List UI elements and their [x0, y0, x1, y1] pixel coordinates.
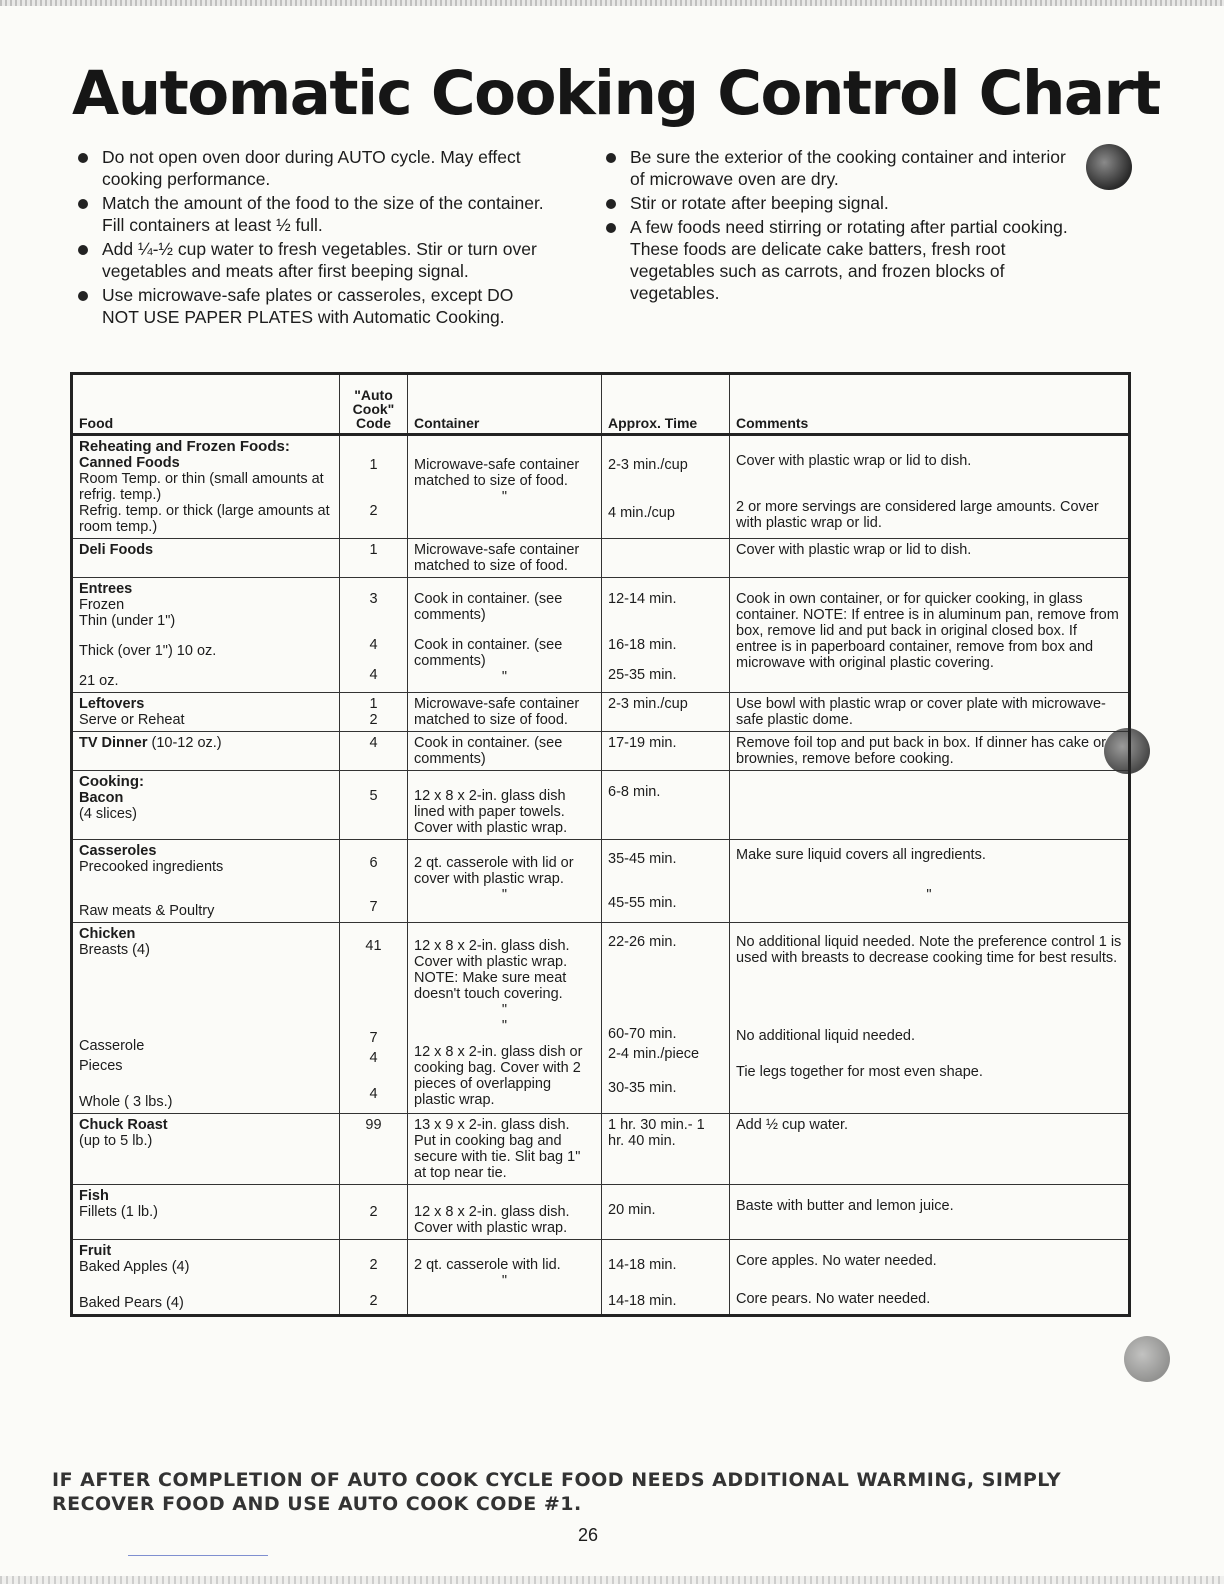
- binder-hole: [1124, 1336, 1170, 1382]
- food-title: Entrees: [79, 581, 133, 597]
- category-heading: Reheating and Frozen Foods:: [79, 438, 290, 455]
- bullet-icon: [78, 245, 88, 255]
- category-heading: Cooking:: [79, 773, 144, 790]
- notes-right: [598, 146, 1068, 306]
- bullet-icon: [606, 223, 616, 233]
- note-item: Match the amount of the food to the size of the container. Fill containers at least ½ full.: [70, 192, 550, 236]
- food-title: Deli Foods: [79, 542, 154, 558]
- table-row: Deli Foods 1 Microwave-safe container matched to size of food. Cover with plastic wrap or lid to dish.: [72, 539, 1130, 578]
- table-row: Casseroles Precooked ingredients Raw meats & Poultry 6 7 2 qt. casserole with lid or cover with plastic wrap. " 35-45 min. 45-55 min. Make sure liquid covers all ingredients. ": [72, 840, 1130, 923]
- page-title: Automatic Cooking Control Chart: [72, 58, 1160, 129]
- food-title: TV Dinner: [79, 735, 148, 751]
- note-item: Be sure the exterior of the cooking container and interior of microwave oven are dry.: [598, 146, 1068, 190]
- header-food: Food: [72, 374, 340, 435]
- note-item: Stir or rotate after beeping signal.: [598, 192, 1068, 214]
- scan-bottom-edge: [0, 1576, 1224, 1584]
- food-title: Casseroles: [79, 843, 157, 859]
- scan-top-edge: [0, 0, 1224, 6]
- table-row: TV Dinner (10-12 oz.) 4 Cook in container. (see comments) 17-19 min. Remove foil top and put back in box. If dinner has cake or brownies, remove before cooking.: [72, 732, 1130, 771]
- note-item: A few foods need stirring or rotating after partial cooking. These foods are delicate cake batters, fresh root vegetables such as carrots, and frozen blocks of vegetables.: [598, 216, 1068, 304]
- note-item: Add ¼-½ cup water to fresh vegetables. Stir or turn over vegetables and meats after first beeping signal.: [70, 238, 550, 282]
- table-row: Entrees Frozen Thin (under 1") Thick (over 1") 10 oz. 21 oz. 3 4 4 Cook in container. (see comments) Cook in container. (see comments) " 12-14 min. 16-18 min. 25-35 min. Cook in own container, or for quicker cooking, in glass container. NOTE: If entree is in aluminum pan, remove from box, remove lid and put back in original closed box. If entree is in paperboard container, remove from box and microwave with original plastic covering.: [72, 578, 1130, 693]
- comment-cell: Cover with plastic wrap or lid to dish. 2 or more servings are considered large amounts. Cover with plastic wrap or lid.: [730, 435, 1130, 539]
- note-item: Do not open oven door during AUTO cycle. May effect cooking performance.: [70, 146, 550, 190]
- container-cell: Microwave-safe container matched to size of food. ": [408, 435, 602, 539]
- page-number: 26: [578, 1525, 599, 1545]
- table-row: Fish Fillets (1 lb.) 2 12 x 8 x 2-in. glass dish. Cover with plastic wrap. 20 min. Baste with butter and lemon juice.: [72, 1185, 1130, 1240]
- food-title: Chuck Roast: [79, 1117, 168, 1133]
- time-cell: 2-3 min./cup 4 min./cup: [602, 435, 730, 539]
- header-container: Container: [408, 374, 602, 435]
- header-comments: Comments: [730, 374, 1130, 435]
- bullet-icon: [606, 153, 616, 163]
- footer-mark: [128, 1555, 268, 1556]
- table-row: [72, 435, 1130, 539]
- note-item: Use microwave-safe plates or casseroles, except DO NOT USE PAPER PLATES with Automatic Cooking.: [70, 284, 550, 328]
- table-row: Chicken Breasts (4) Casserole Pieces Whole ( 3 lbs.) 41 7 4 4 12 x 8 x 2-in. glass dish. Cover with plastic wrap. NOTE: Make sure meat doesn't touch covering. " " 12 x 8 x 2-in. glass dish or cooking bag. Cover with 2 pieces of overlapping plastic wrap. 22-26 min. 60-70 min. 2-4 min./piece 30-35 min. No additional liquid needed. Note the preference control 1 is used with breasts to decrease cooking time for best results. No additional liquid needed. Tie legs together for most even shape.: [72, 923, 1130, 1114]
- table-row: Fruit Baked Apples (4) Baked Pears (4) 2 2 2 qt. casserole with lid. " 14-18 min. 14-18 min. Core apples. No water needed. Core pears. No water needed.: [72, 1240, 1130, 1316]
- table-header-row: [72, 374, 1130, 435]
- bullet-icon: [606, 199, 616, 209]
- binder-hole: [1086, 144, 1132, 190]
- food-cell: Reheating and Frozen Foods: Canned Foods Room Temp. or thin (small amounts at refrig. temp.) Refrig. temp. or thick (large amounts at room temp.): [72, 435, 340, 539]
- food-title: Chicken: [79, 926, 136, 942]
- table-row: Leftovers Serve or Reheat 1 2 Microwave-safe container matched to size of food. 2-3 min./cup Use bowl with plastic wrap or cover plate with microwave-safe plastic dome.: [72, 693, 1130, 732]
- food-title: Fish: [79, 1188, 109, 1204]
- cooking-chart-table: [70, 372, 1131, 1317]
- food-title: Fruit: [79, 1243, 112, 1259]
- table-row: Cooking: Bacon (4 slices) 5 12 x 8 x 2-in. glass dish lined with paper towels. Cover with plastic wrap. 6-8 min.: [72, 771, 1130, 840]
- bullet-icon: [78, 199, 88, 209]
- header-time: Approx. Time: [602, 374, 730, 435]
- table-row: Chuck Roast (up to 5 lb.) 99 13 x 9 x 2-in. glass dish. Put in cooking bag and secure with tie. Slit bag 1" at top near tie. 1 hr. 30 min.- 1 hr. 40 min. Add ½ cup water.: [72, 1114, 1130, 1185]
- bullet-icon: [78, 153, 88, 163]
- food-title: Bacon: [79, 790, 124, 806]
- food-title: Leftovers: [79, 696, 145, 712]
- header-code: "Auto Cook" Code: [340, 374, 408, 435]
- food-title: Canned Foods: [79, 455, 180, 471]
- bullet-icon: [78, 291, 88, 301]
- footer-note: IF AFTER COMPLETION OF AUTO COOK CYCLE FOOD NEEDS ADDITIONAL WARMING, SIMPLY RECOVER FOOD AND USE AUTO COOK CODE #1.: [52, 1469, 1062, 1515]
- code-cell: 1 2: [340, 435, 408, 539]
- notes-left: [70, 146, 550, 330]
